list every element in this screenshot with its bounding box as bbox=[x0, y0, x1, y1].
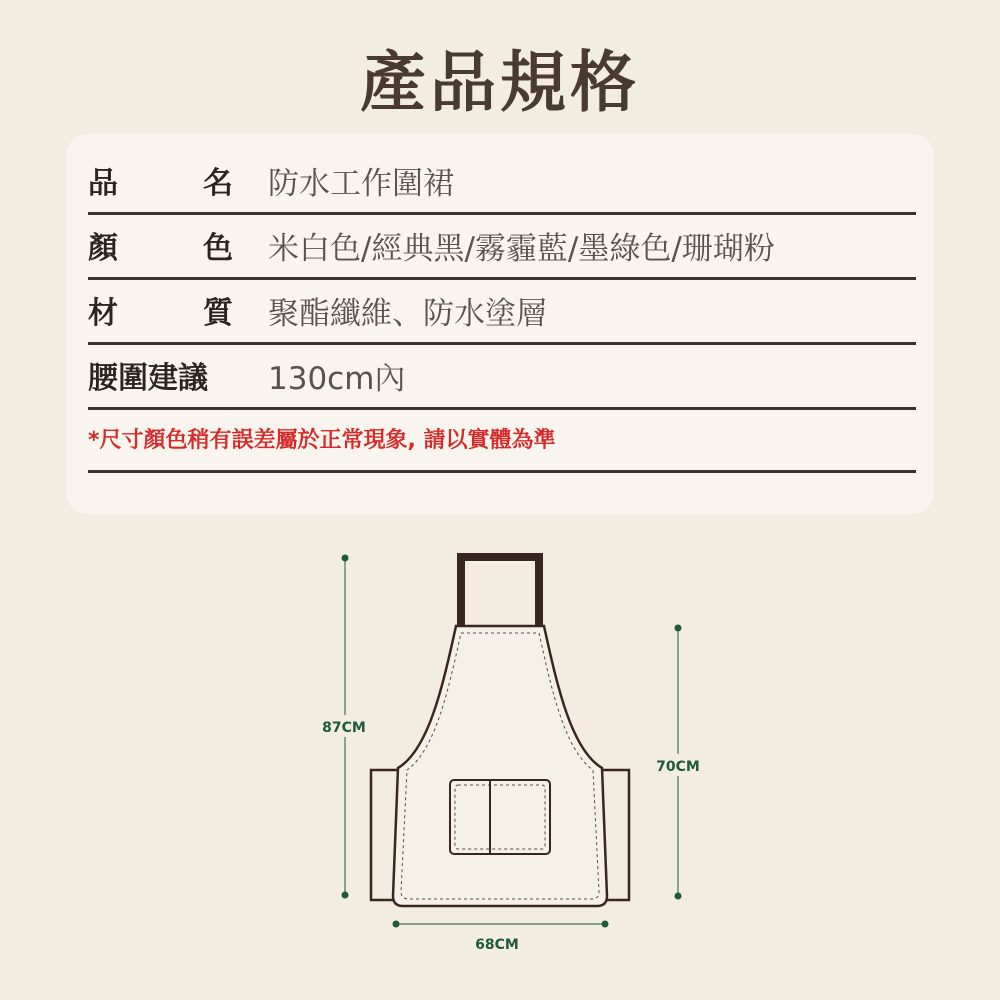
spec-label-char: 色 bbox=[203, 231, 233, 266]
apron-body bbox=[393, 626, 607, 906]
dimension-total-length bbox=[312, 555, 376, 899]
spec-label-char: 名 bbox=[203, 166, 233, 201]
dimension-label-total-length: 87CM bbox=[322, 720, 366, 736]
spec-value-color: 米白色/經典黑/霧霾藍/墨綠色/珊瑚粉 bbox=[268, 231, 775, 267]
spec-row-name bbox=[88, 150, 916, 215]
spec-label-char: 品 bbox=[88, 166, 118, 201]
dimension-body-length bbox=[646, 625, 710, 900]
page-title: 產品規格 bbox=[360, 44, 640, 121]
spec-row-waist bbox=[88, 345, 916, 410]
apron-size-diagram bbox=[0, 540, 1000, 980]
spec-label-char: 腰圍建議 bbox=[88, 361, 208, 396]
dimension-endpoint-dot bbox=[675, 625, 682, 632]
dimension-endpoint-dot bbox=[342, 892, 349, 899]
spec-value-name: 防水工作圍裙 bbox=[268, 166, 454, 202]
dimension-label-width: 68CM bbox=[475, 937, 519, 953]
spec-note-row bbox=[88, 418, 916, 473]
neck-strap bbox=[461, 557, 539, 632]
spec-label-waist bbox=[88, 359, 233, 399]
spec-label-material bbox=[88, 294, 233, 334]
spec-label-char: 顏 bbox=[88, 231, 118, 266]
spec-label-char: 材 bbox=[88, 296, 118, 331]
dimension-endpoint-dot bbox=[675, 893, 682, 900]
dimension-endpoint-dot bbox=[342, 555, 349, 562]
spec-label-char: 質 bbox=[203, 296, 233, 331]
spec-value-material: 聚酯纖維、防水塗層 bbox=[268, 296, 547, 332]
dimension-label-body-length: 70CM bbox=[656, 759, 700, 775]
spec-row-color bbox=[88, 215, 916, 280]
spec-label-color bbox=[88, 229, 233, 269]
dimension-endpoint-dot bbox=[393, 921, 400, 928]
dimension-endpoint-dot bbox=[602, 921, 609, 928]
spec-row-material bbox=[88, 280, 916, 345]
disclaimer-note: *尺寸顏色稍有誤差屬於正常現象, 請以實體為準 bbox=[88, 428, 556, 453]
spec-value-waist: 130cm內 bbox=[268, 361, 406, 397]
spec-card bbox=[66, 134, 934, 514]
spec-label-name bbox=[88, 164, 233, 204]
dimension-width bbox=[393, 921, 609, 954]
